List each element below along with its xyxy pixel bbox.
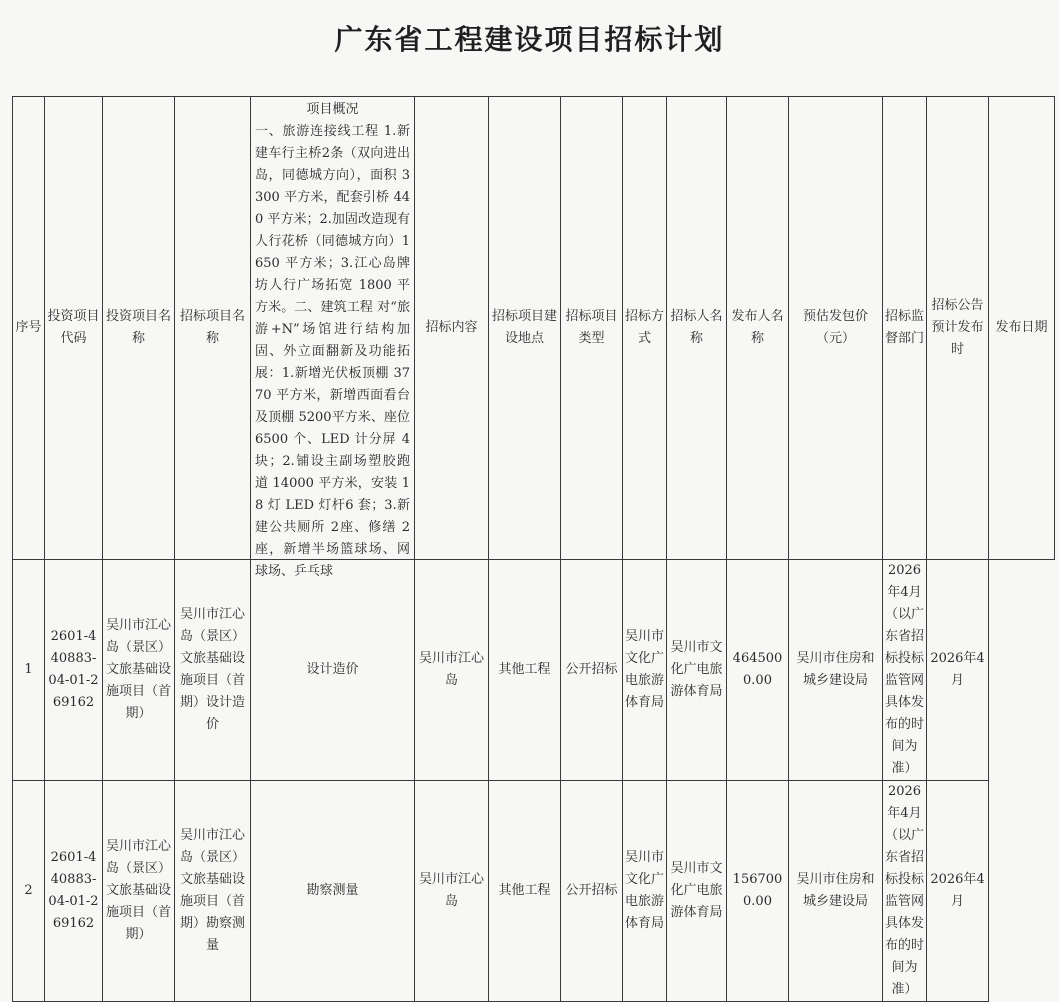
cell-announce-time: 2026年4月（以广东省招标投标监管网具体发布的时间为准） xyxy=(883,560,927,781)
cell-seq: 2 xyxy=(13,781,45,1002)
cell-bid-content: 勘察测量 xyxy=(251,781,415,1002)
cell-publisher: 吴川市文化广电旅游体育局 xyxy=(667,781,727,1002)
header-bid-name: 招标项目名称 xyxy=(175,97,251,560)
cell-supervisor: 吴川市住房和城乡建设局 xyxy=(789,781,883,1002)
cell-bidder: 吴川市文化广电旅游体育局 xyxy=(623,781,667,1002)
header-bidder: 招标人名称 xyxy=(667,97,727,560)
cell-price: 4645000.00 xyxy=(727,560,789,781)
cell-announce-time: 2026年4月（以广东省招标投标监管网具体发布的时间为准） xyxy=(883,781,927,1002)
cell-bid-name: 吴川市江心岛（景区）文旅基础设施项目（首期）勘察测量 xyxy=(175,781,251,1002)
overview-cell xyxy=(251,97,415,579)
bid-plan-table xyxy=(12,96,1055,1002)
header-invest-code: 投资项目代码 xyxy=(45,97,103,560)
page-title: 广东省工程建设项目招标计划 xyxy=(334,23,725,56)
cell-location: 吴川市江心岛 xyxy=(415,781,489,1002)
header-type: 招标项目类型 xyxy=(561,97,623,560)
header-overview: 项目概况 xyxy=(306,102,359,117)
table-row xyxy=(13,560,1055,781)
cell-invest-name: 吴川市江心岛（景区）文旅基础设施项目（首期） xyxy=(103,781,175,1002)
cell-invest-code: 2601-440883-04-01-269162 xyxy=(45,560,103,781)
cell-type: 其他工程 xyxy=(489,781,561,1002)
table-header-row xyxy=(13,97,1055,560)
header-announce-time: 招标公告预计发布时 xyxy=(927,97,989,560)
header-seq: 序号 xyxy=(13,97,45,560)
cell-publish-date: 2026年4月 xyxy=(927,560,989,781)
header-bid-content: 招标内容 xyxy=(415,97,489,560)
cell-bid-content: 设计造价 xyxy=(251,560,415,781)
table-row xyxy=(13,781,1055,1002)
cell-seq: 1 xyxy=(13,560,45,781)
cell-publish-date: 2026年4月 xyxy=(927,781,989,1002)
cell-invest-name: 吴川市江心岛（景区）文旅基础设施项目（首期） xyxy=(103,560,175,781)
header-invest-name: 投资项目名称 xyxy=(103,97,175,560)
cell-location: 吴川市江心岛 xyxy=(415,560,489,781)
header-supervisor: 招标监督部门 xyxy=(883,97,927,560)
cell-bid-name: 吴川市江心岛（景区）文旅基础设施项目（首期）设计造价 xyxy=(175,560,251,781)
header-publish-date: 发布日期 xyxy=(989,97,1055,560)
header-method: 招标方式 xyxy=(623,97,667,560)
cell-method: 公开招标 xyxy=(561,560,623,781)
cell-publisher: 吴川市文化广电旅游体育局 xyxy=(667,560,727,781)
cell-type: 其他工程 xyxy=(489,560,561,781)
header-price: 预估发包价（元） xyxy=(789,97,883,560)
header-location: 招标项目建设地点 xyxy=(489,97,561,560)
cell-invest-code: 2601-440883-04-01-269162 xyxy=(45,781,103,1002)
cell-bidder: 吴川市文化广电旅游体育局 xyxy=(623,560,667,781)
header-publisher: 发布人名称 xyxy=(727,97,789,560)
overview-text: 一、旅游连接线工程 1.新建车行主桥2条（双向进出岛，同德城方向），面积 3300 平方米，配套引桥 440 平方米；2.加固改造现有人行花桥（同德城方向）1650 平方米；3.江心岛牌坊人行广场拓宽 1800 平方米。二、建筑工程 对“旅游+N”场馆进行结构加固、外立面翻新及功能拓展：1.新增光伏板顶棚 3770 平方米，新增西面看台及顶棚 5200平方米、座位 6500 个、LED 计分屏 4 块；2.铺设主副场塑胶跑道 14000 平方米，安装 18 灯 LED 灯杆6 套；3.新建公共厕所 2座、修缮 2 座，新增半场篮球场、网球场、乒乓球 xyxy=(255,124,410,579)
cell-method: 公开招标 xyxy=(561,781,623,1002)
cell-price: 1567000.00 xyxy=(727,781,789,1002)
cell-supervisor: 吴川市住房和城乡建设局 xyxy=(789,560,883,781)
